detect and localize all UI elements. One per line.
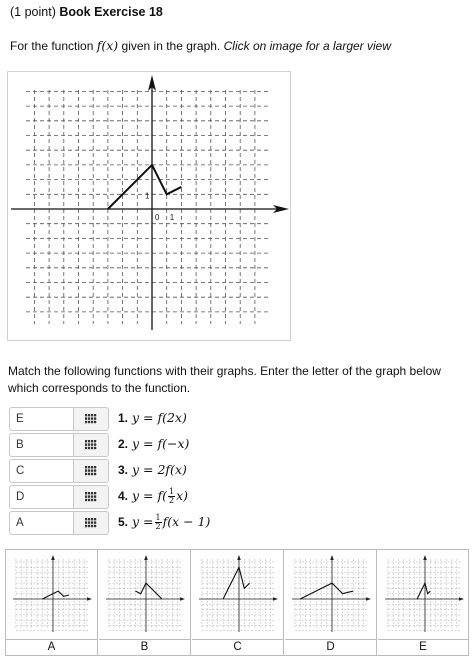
item-number: 1. xyxy=(118,411,129,425)
thumb-y-arrow xyxy=(144,555,148,560)
expression-end: f(x − 1) xyxy=(162,514,211,529)
answer-row xyxy=(9,459,259,483)
thumb-x-arrow xyxy=(273,597,278,601)
function-name: f(x) xyxy=(96,38,119,53)
expression-start: y = f( xyxy=(132,488,167,503)
function-expression-3 xyxy=(118,462,187,477)
option-letter: C xyxy=(192,639,283,655)
option-letter: E xyxy=(378,639,468,655)
thumb-y-arrow xyxy=(423,555,427,560)
match-instructions: Match the following functions with their graphs. Enter the letter of the graph below which corresponds to the function. xyxy=(8,364,441,395)
function-graph[interactable] xyxy=(7,71,291,341)
graph-option-a[interactable] xyxy=(6,550,98,655)
graph-option-c[interactable] xyxy=(192,550,284,655)
item-number: 3. xyxy=(118,463,129,477)
keyboard-grid-icon xyxy=(85,440,97,450)
option-graph-thumbnail[interactable] xyxy=(12,555,92,633)
function-curve xyxy=(108,165,181,209)
thumb-curve xyxy=(135,583,162,599)
option-letter: B xyxy=(99,639,190,655)
fraction-numerator: 1 xyxy=(169,487,175,496)
graph-option-e[interactable] xyxy=(378,550,468,655)
answer-input-5[interactable] xyxy=(9,511,73,535)
fraction-denominator: 2 xyxy=(155,522,161,531)
expression-start: y = xyxy=(132,514,154,529)
function-expression-1 xyxy=(118,410,187,425)
answer-input-3[interactable] xyxy=(9,459,73,483)
thumb-curve xyxy=(417,583,430,599)
keyboard-grid-icon xyxy=(85,466,97,476)
answer-input-4[interactable] xyxy=(9,485,73,509)
problem-title xyxy=(10,5,163,19)
prompt-lead: For the function xyxy=(10,39,94,53)
item-number: 2. xyxy=(118,437,129,451)
keyboard-grid-icon xyxy=(85,492,97,502)
graph-options xyxy=(5,549,469,656)
enlarge-hint: Click on image for a larger view xyxy=(223,39,392,53)
thumb-y-arrow xyxy=(330,555,334,560)
keyboard-button[interactable] xyxy=(73,407,109,431)
option-graph-thumbnail[interactable] xyxy=(105,555,185,633)
thumb-curve xyxy=(42,591,69,599)
tick-label-y-one: 1 xyxy=(145,191,150,201)
answer-input-2[interactable] xyxy=(9,433,73,457)
answer-row xyxy=(9,433,259,457)
thumb-x-arrow xyxy=(180,597,185,601)
expression-start: y = 2f(x) xyxy=(132,462,187,477)
item-number: 5. xyxy=(118,515,129,529)
thumb-x-arrow xyxy=(366,597,371,601)
graph-option-b[interactable] xyxy=(99,550,191,655)
keyboard-button[interactable] xyxy=(73,485,109,509)
option-graph-thumbnail[interactable] xyxy=(291,555,371,633)
exercise-title: Book Exercise 18 xyxy=(59,5,163,19)
thumb-x-arrow xyxy=(459,597,464,601)
fraction xyxy=(155,514,162,531)
item-number: 4. xyxy=(118,489,129,503)
thumb-y-arrow xyxy=(51,555,55,560)
function-expression-5 xyxy=(118,514,210,531)
expression-start: y = f(2x) xyxy=(132,410,187,425)
answer-row xyxy=(9,485,259,509)
tick-label-x-one: 1 xyxy=(169,213,175,222)
points-label: (1 point) xyxy=(10,5,56,19)
answer-input-1[interactable] xyxy=(9,407,73,431)
option-graph-thumbnail[interactable] xyxy=(384,555,464,633)
option-letter: D xyxy=(285,639,376,655)
answer-row xyxy=(9,511,259,535)
option-graph-thumbnail[interactable] xyxy=(198,555,278,633)
keyboard-button[interactable] xyxy=(73,511,109,535)
option-letter: A xyxy=(6,639,97,655)
answer-row xyxy=(9,407,259,431)
expression-start: y = f(−x) xyxy=(132,436,190,451)
keyboard-button[interactable] xyxy=(73,459,109,483)
graph-grid xyxy=(26,90,270,324)
tick-label-zero: 0 xyxy=(155,213,160,222)
problem-prompt xyxy=(10,38,391,53)
graph-axes xyxy=(11,75,289,330)
fraction-numerator: 1 xyxy=(155,513,161,522)
fraction-denominator: 2 xyxy=(169,496,175,505)
function-graph-svg[interactable] xyxy=(8,72,290,340)
graph-option-d[interactable] xyxy=(285,550,377,655)
fraction xyxy=(168,488,175,505)
expression-end: x) xyxy=(176,488,189,503)
prompt-mid: given in the graph. xyxy=(121,39,221,53)
keyboard-grid-icon xyxy=(85,518,97,528)
function-expression-2 xyxy=(118,436,189,451)
function-expression-4 xyxy=(118,488,188,505)
keyboard-grid-icon xyxy=(85,414,97,424)
keyboard-button[interactable] xyxy=(73,433,109,457)
thumb-x-arrow xyxy=(87,597,92,601)
thumb-y-arrow xyxy=(237,555,241,560)
